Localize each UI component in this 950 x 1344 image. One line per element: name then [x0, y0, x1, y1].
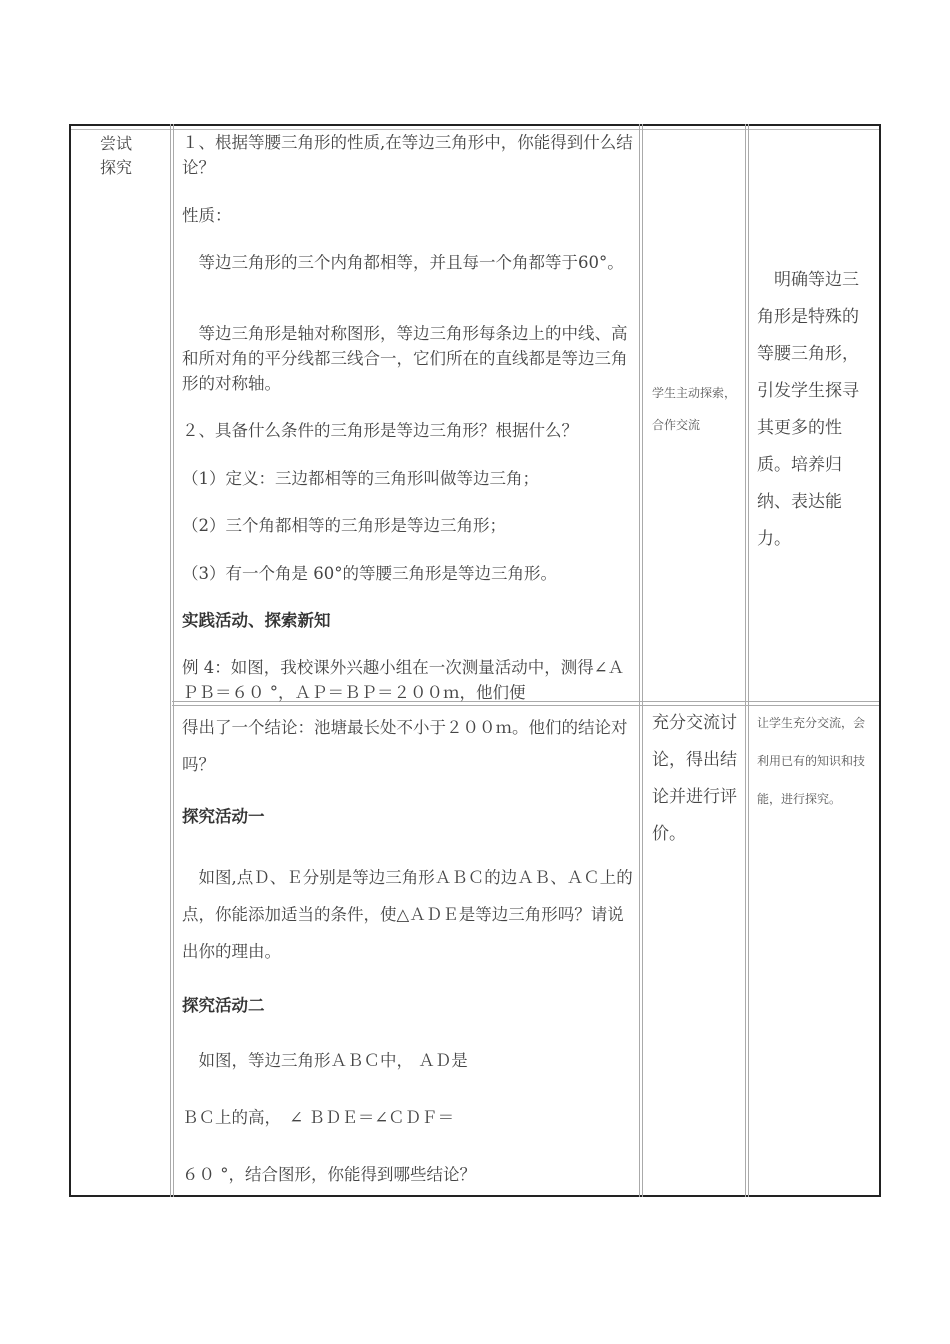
question-2: ２、具备什么条件的三角形是等边三角形？根据什么？ [182, 421, 578, 440]
example-4-continued: 得出了一个结论：池塘最长处不小于２００ｍ。他们的结论对吗？ [182, 718, 628, 774]
question-1: １、根据等腰三角形的性质,在等边三角形中，你能得到什么结论？ [182, 133, 633, 177]
activity-2-heading: 探究活动二 [182, 996, 265, 1015]
example-4: 例 4：如图，我校课外兴趣小组在一次测量活动中，测得∠ＡＰＢ＝６０ °，ＡＰ＝ＢＰ＝２００ｍ，他们便 [182, 658, 625, 702]
design-intent-1: 明确等边三角形是特殊的等腰三角形，引发学生探寻其更多的性质。培养归纳、表达能力。 [757, 270, 859, 549]
activity-1-text: 如图,点Ｄ、Ｅ分别是等边三角形ＡＢＣ的边ＡＢ、ＡＣ上的点，你能添加适当的条件，使△ＡＤＥ是等边三角形吗？请说出你的理由。 [182, 868, 633, 961]
column-divider-1 [170, 124, 174, 1197]
student-activity-1: 学生主动探索，合作交流 [652, 386, 737, 432]
activity-1-heading: 探究活动一 [182, 807, 265, 826]
activity-2-line-3: ６０ °，结合图形，你能得到哪些结论？ [182, 1165, 476, 1184]
practice-heading: 实践活动、探索新知 [182, 611, 331, 630]
column-divider-2 [639, 124, 643, 1197]
design-intent-2: 让学生充分交流，会利用已有的知识和技能，进行探究。 [757, 716, 866, 806]
property-angles: 等边三角形的三个内角都相等，并且每一个角都等于60°。 [182, 253, 624, 272]
property-heading: 性质： [182, 206, 232, 225]
activity-2-line-1: 如图，等边三角形ＡＢＣ中， ＡＤ是 [182, 1051, 468, 1070]
row-label: 尝试探究 [100, 134, 133, 177]
condition-1: （1）定义：三边都相等的三角形叫做等边三角； [182, 469, 539, 488]
column-divider-3 [745, 124, 749, 1197]
activity-2-line-2: ＢＣ上的高， ∠ ＢＤＥ＝∠ＣＤＦ＝ [182, 1108, 455, 1127]
condition-3: （3）有一个角是 60°的等腰三角形是等边三角形。 [182, 564, 557, 583]
student-activity-2: 充分交流讨论，得出结论并进行评价。 [652, 713, 737, 844]
condition-2: （2）三个角都相等的三角形是等边三角形； [182, 516, 506, 535]
property-symmetry: 等边三角形是轴对称图形，等边三角形每条边上的中线、高和所对角的平分线都三线合一，它们所在的直线都是等边三角形的对称轴。 [182, 324, 628, 393]
